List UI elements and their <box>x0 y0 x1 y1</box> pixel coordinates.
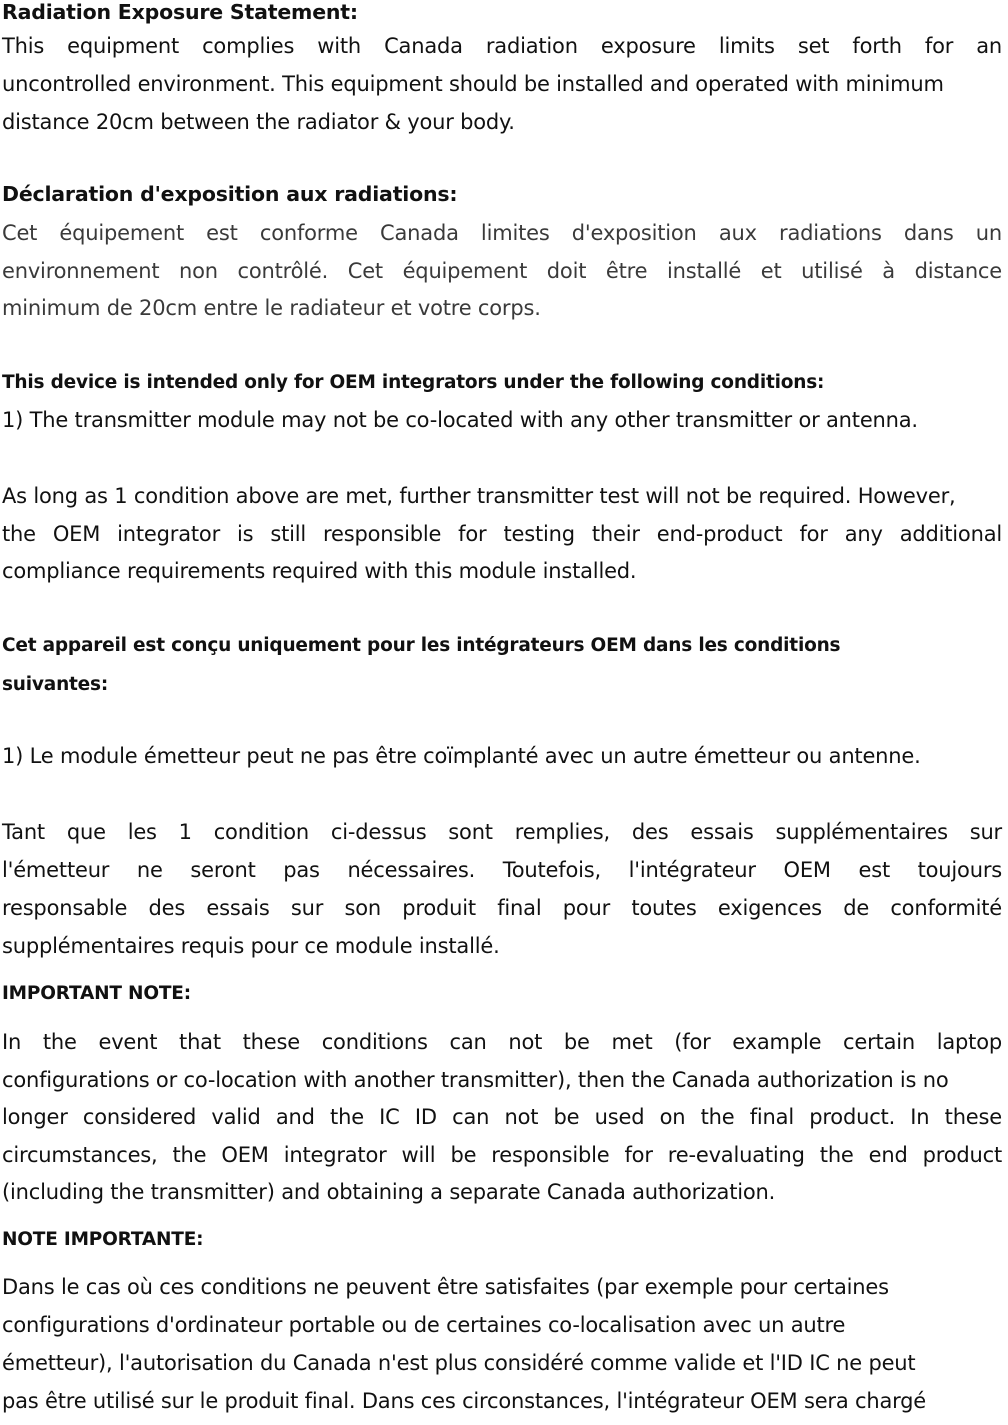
important-text-line: longer considered valid and the IC ID can not be used on the final product. In these <box>2 1105 1002 1129</box>
radiation-text-line: This equipment complies with Canada radiation exposure limits set forth for an <box>2 34 1002 58</box>
declaration-heading: Déclaration d'exposition aux radiations: <box>2 182 458 206</box>
important-text-line: circumstances, the OEM integrator will be responsible for re-evaluating the end product <box>2 1143 1002 1167</box>
note-text-line: émetteur), l'autorisation du Canada n'est plus considéré comme valide et l'ID IC ne peut <box>2 1351 916 1375</box>
appareil-text-line: responsable des essais sur son produit final pour toutes exigences de conformité <box>2 896 1002 920</box>
declaration-text-line: minimum de 20cm entre le radiateur et votre corps. <box>2 296 541 320</box>
note-text-line: Dans le cas où ces conditions ne peuvent être satisfaites (par exemple pour certaines <box>2 1275 889 1299</box>
important-text-line: configurations or co-location with another transmitter), then the Canada authorization is no <box>2 1068 949 1092</box>
note-text-line: configurations d'ordinateur portable ou de certaines co-localisation avec un autre <box>2 1313 846 1337</box>
radiation-text-line: distance 20cm between the radiator & your body. <box>2 110 515 134</box>
declaration-text-line: Cet équipement est conforme Canada limites d'exposition aux radiations dans un <box>2 221 1002 245</box>
oem-condition: 1) The transmitter module may not be co-located with any other transmitter or antenna. <box>2 408 918 432</box>
declaration-text-line: environnement non contrôlé. Cet équipement doit être installé et utilisé à distance <box>2 259 1002 283</box>
radiation-heading: Radiation Exposure Statement: <box>2 0 358 24</box>
appareil-heading-line: Cet appareil est conçu uniquement pour les intégrateurs OEM dans les conditions <box>2 635 841 656</box>
important-text-line: (including the transmitter) and obtaining a separate Canada authorization. <box>2 1180 776 1204</box>
appareil-text-line: Tant que les 1 condition ci-dessus sont remplies, des essais supplémentaires sur <box>2 820 1002 844</box>
note-heading: NOTE IMPORTANTE: <box>2 1229 204 1250</box>
note-text-line: pas être utilisé sur le produit final. Dans ces circonstances, l'intégrateur OEM sera chargé <box>2 1389 927 1413</box>
oem-text-line: the OEM integrator is still responsible for testing their end-product for any additional <box>2 522 1002 546</box>
oem-text-line: As long as 1 condition above are met, further transmitter test will not be required. However, <box>2 484 956 508</box>
appareil-condition: 1) Le module émetteur peut ne pas être coïmplanté avec un autre émetteur ou antenne. <box>2 744 921 768</box>
appareil-heading-line: suivantes: <box>2 674 109 695</box>
appareil-text-line: supplémentaires requis pour ce module installé. <box>2 934 500 958</box>
oem-text-line: compliance requirements required with this module installed. <box>2 559 637 583</box>
important-heading: IMPORTANT NOTE: <box>2 983 191 1004</box>
oem-heading: This device is intended only for OEM integrators under the following conditions: <box>2 372 825 393</box>
radiation-text-line: uncontrolled environment. This equipment should be installed and operated with minimum <box>2 72 944 96</box>
important-text-line: In the event that these conditions can not be met (for example certain laptop <box>2 1030 1002 1054</box>
appareil-text-line: l'émetteur ne seront pas nécessaires. Toutefois, l'intégrateur OEM est toujours <box>2 858 1002 882</box>
